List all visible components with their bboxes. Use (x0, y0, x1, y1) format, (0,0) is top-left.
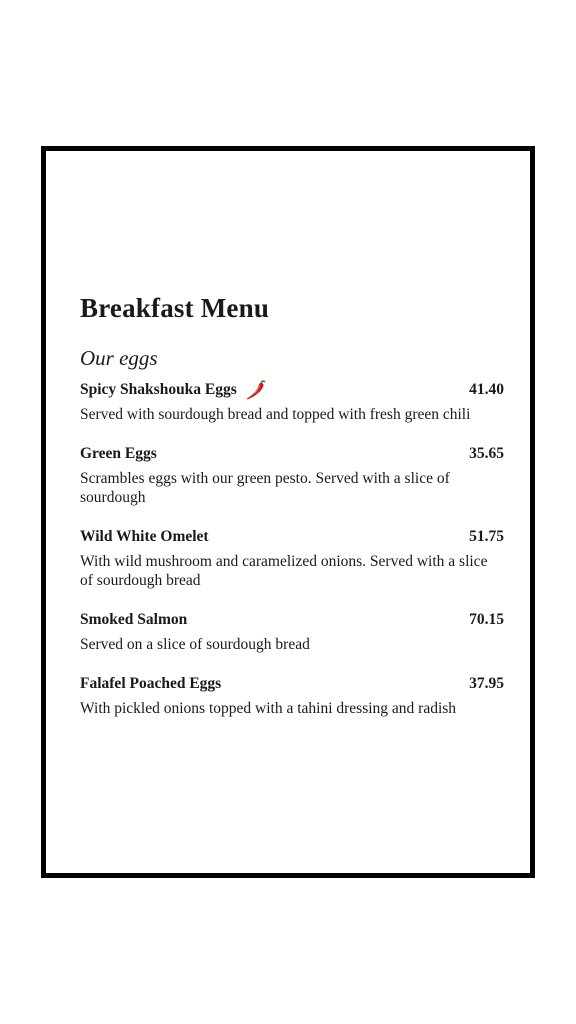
item-description: With pickled onions topped with a tahini dressing and radish (80, 700, 457, 717)
section-title: Our eggs (80, 346, 158, 370)
item-description: With wild mushroom and caramelized onions. Served with a slice of sourdough bread (80, 553, 488, 589)
item-price: 37.95 (469, 675, 504, 692)
item-price: 70.15 (469, 611, 504, 628)
item-price: 41.40 (469, 381, 504, 398)
menu-item (80, 608, 504, 654)
item-description: Served with sourdough bread and topped with fresh green chili (80, 406, 471, 423)
menu-item (80, 442, 504, 507)
item-header (80, 525, 504, 549)
item-name: Wild White Omelet (80, 528, 209, 545)
menu-item (80, 378, 504, 424)
item-header (80, 672, 504, 696)
item-header (80, 378, 504, 402)
menu-card (41, 146, 535, 878)
item-name: Green Eggs (80, 445, 157, 462)
item-name: Falafel Poached Eggs (80, 675, 222, 692)
item-header (80, 608, 504, 632)
item-price: 35.65 (469, 445, 504, 462)
item-price: 51.75 (469, 528, 504, 545)
menu-title: Breakfast Menu (80, 293, 270, 323)
item-name: Smoked Salmon (80, 611, 188, 628)
menu-item (80, 672, 504, 718)
menu-content (80, 287, 504, 718)
item-name-wrap (80, 378, 268, 402)
chili-pepper-icon (244, 379, 268, 401)
item-description: Served on a slice of sourdough bread (80, 636, 310, 653)
item-description: Scrambles eggs with our green pesto. Served with a slice of sourdough (80, 470, 450, 506)
item-name: Spicy Shakshouka Eggs (80, 381, 237, 398)
menu-item (80, 525, 504, 590)
item-header (80, 442, 504, 466)
